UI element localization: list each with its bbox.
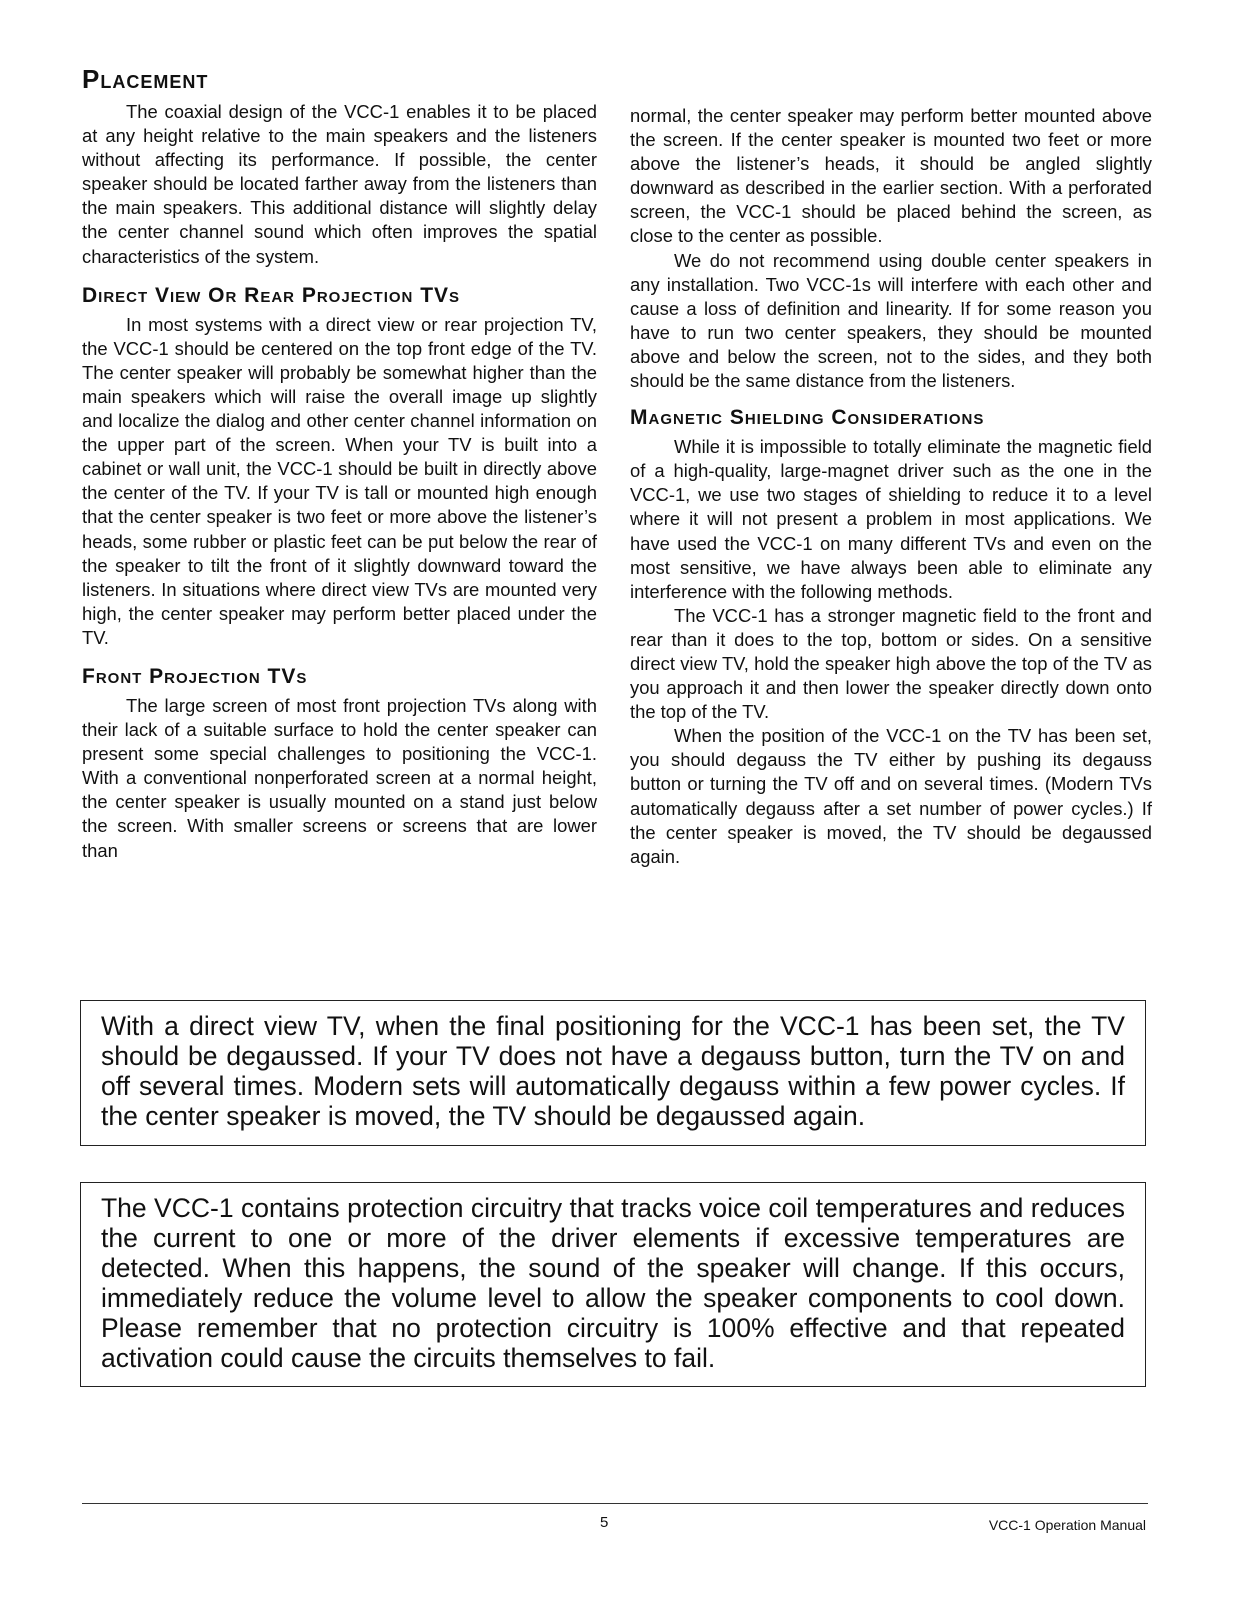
placement-paragraph: The coaxial design of the VCC-1 enables it to be placed at any height relative to the main speakers and the listeners without affecting its performance. If possible, the center speaker should be located farther away from the listeners than the main speakers. This additional distance will slightly delay the center channel sound which often improves the spatial characteristics of the system.	[82, 101, 597, 267]
magnetic-shielding-paragraph-3: When the position of the VCC-1 on the TV has been set, you should degauss the TV either by pushing its degauss button or turning the TV off and on several times. (Modern TVs automatically degauss after a set number of power cycles.) If the center speaker is moved, the TV should be degaussed again.	[630, 725, 1152, 867]
degauss-notice-box	[80, 1000, 1146, 1146]
front-projection-continued-paragraph: normal, the center speaker may perform better mounted above the screen. If the center speaker is mounted two feet or more above the listener’s heads, it should be angled slightly downward as described in the earlier section. With a perforated screen, the VCC-1 should be placed behind the screen, as close to the center as possible.	[630, 105, 1152, 247]
front-projection-heading: Front Projection TVs	[82, 664, 308, 688]
direct-view-heading: Direct View Or Rear Projection TVs	[82, 283, 461, 307]
left-column	[82, 64, 597, 863]
double-center-paragraph: We do not recommend using double center speakers in any installation. Two VCC-1s will interfere with each other and cause a loss of definition and linearity. If for some reason you have to run two center speakers, they should be mounted above and below the screen, not to the sides, and they both should be the same distance from the listeners.	[630, 249, 1152, 392]
protection-notice-text: The VCC-1 contains protection circuitry that tracks voice coil temperatures and reduces the current to one or more of the driver elements if excessive temperatures are detected. When this happens, the sound of the speaker will change. If this occurs, immediately reduce the volume level to allow the speaker components to cool down. Please remember that no protection circuitry is 100% effective and that repeated activation could cause the circuits themselves to fail.	[101, 1193, 1125, 1373]
protection-notice-box	[80, 1182, 1146, 1387]
degauss-notice-text: With a direct view TV, when the final positioning for the VCC-1 has been set, the TV should be degaussed. If your TV does not have a degauss button, turn the TV on and off several times. Modern sets will automatically degauss within a few power cycles. If the center speaker is moved, the TV should be degaussed again.	[101, 1011, 1125, 1131]
placement-heading: Placement	[82, 64, 209, 94]
magnetic-shielding-heading: Magnetic Shielding Considerations	[630, 406, 985, 430]
manual-title: VCC-1 Operation Manual	[988, 1517, 1146, 1533]
page-number: 5	[600, 1514, 609, 1531]
magnetic-shielding-paragraph-2: The VCC-1 has a stronger magnetic field to the front and rear than it does to the top, bottom or sides. On a sensitive direct view TV, hold the speaker high above the top of the TV as you approach it and then lower the speaker directly down onto the top of the TV.	[630, 604, 1152, 723]
right-column	[630, 104, 1152, 869]
direct-view-paragraph: In most systems with a direct view or rear projection TV, the VCC-1 should be centered on the top front edge of the TV. The center speaker will probably be somewhat higher than the main speakers which will raise the overall image up slightly and localize the dialog and other center channel information on the upper part of the screen. When your TV is built into a cabinet or wall unit, the VCC-1 should be built in directly above the center of the TV. If your TV is tall or mounted high enough that the center speaker is two feet or more above the listener’s heads, some rubber or plastic feet can be put below the rear of the speaker to tilt the front of it slightly downward toward the listeners. In situations where direct view TVs are mounted very high, the center speaker may perform better placed under the TV.	[82, 313, 597, 648]
front-projection-paragraph: The large screen of most front projection TVs along with their lack of a suitable surface to hold the center speaker can present some special challenges to positioning the VCC-1. With a conventional nonperforated screen at a normal height, the center speaker is usually mounted on a stand just below the screen. With smaller screens or screens that are lower than	[82, 694, 597, 861]
footer-divider	[82, 1503, 1148, 1504]
magnetic-shielding-paragraph-1: While it is impossible to totally eliminate the magnetic field of a high-quality, large-magnet driver such as the one in the VCC-1, we use two stages of shielding to reduce it to a level where it will not present a problem in most applications. We have used the VCC-1 on many different TVs and even on the most sensitive, we have always been able to eliminate any interference with the following methods.	[630, 436, 1152, 602]
